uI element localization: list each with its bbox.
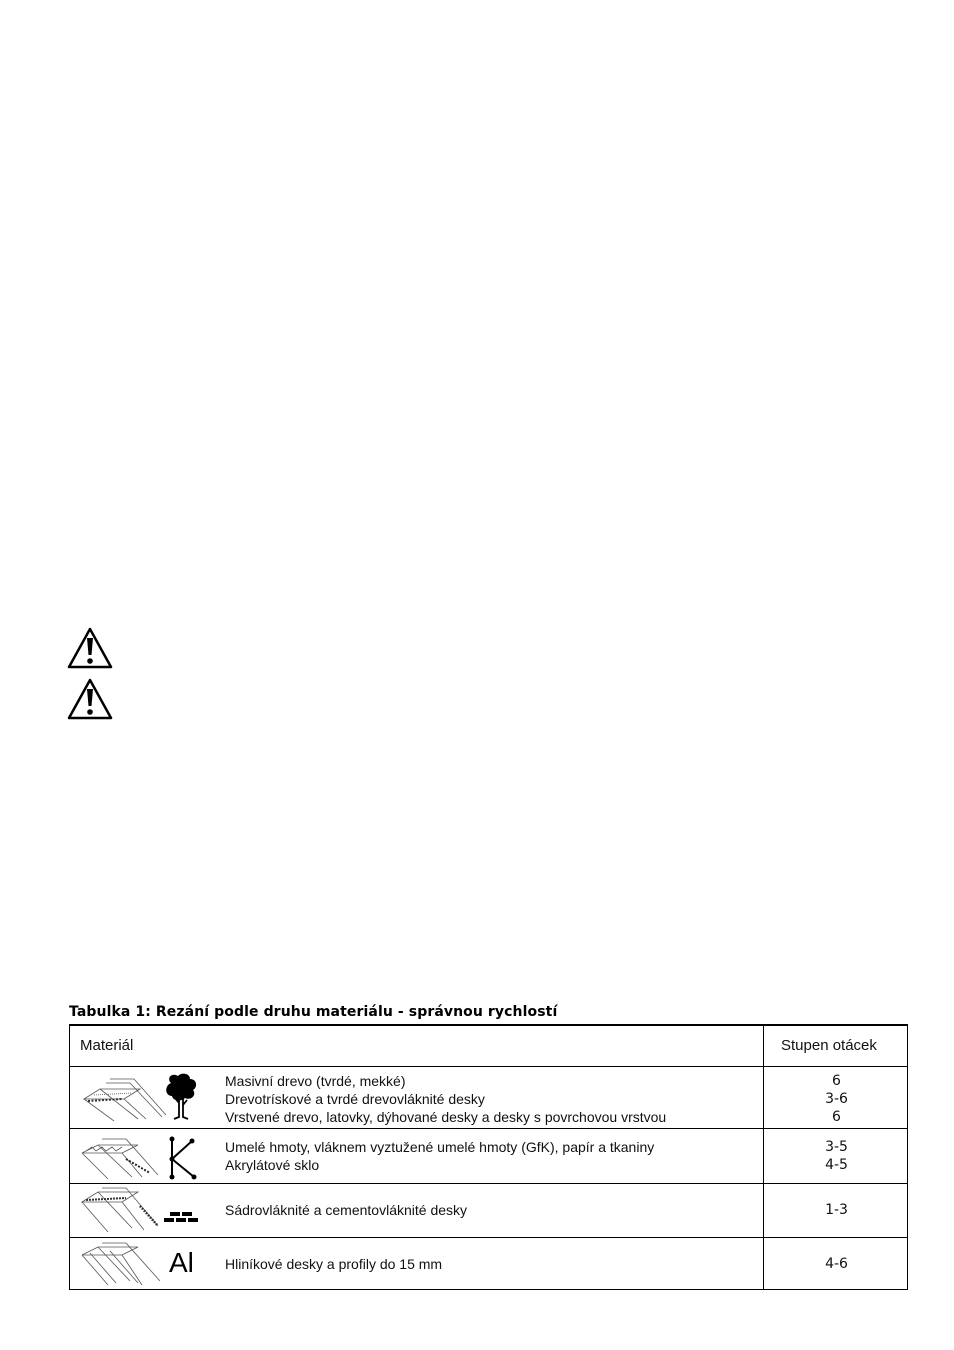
speed-value: 3-6 (825, 1091, 848, 1107)
plastic-k-icon (80, 1133, 205, 1181)
wood-tree-icon (80, 1073, 205, 1121)
material-line: Sádrovláknité a cementovláknité desky (225, 1202, 468, 1218)
table-header-row (70, 1026, 907, 1066)
warning-triangle-icon (66, 626, 114, 670)
table-row (70, 1183, 907, 1237)
header-speed: Stupen otácek (781, 1037, 877, 1054)
speed-value: 6 (832, 1073, 841, 1089)
material-line: Hliníkové desky a profily do 15 mm (225, 1256, 443, 1272)
material-line: Drevotrískové a tvrdé drevovláknité desky (225, 1091, 485, 1107)
material-line: Vrstvené drevo, latovky, dýhované desky a desky s povrchovou vrstvou (225, 1109, 667, 1125)
brick-icon (80, 1186, 205, 1234)
speed-value: 4-5 (825, 1157, 848, 1173)
material-line: Umelé hmoty, vláknem vyztužené umelé hmoty (GfK), papír a tkaniny (225, 1139, 655, 1155)
header-material: Materiál (80, 1037, 134, 1054)
material-line: Masivní drevo (tvrdé, mekké) (225, 1073, 406, 1089)
warning-triangle-icon (66, 677, 114, 721)
speed-value: 6 (832, 1109, 841, 1125)
aluminium-label: Al (169, 1247, 194, 1278)
speed-value: 1-3 (825, 1202, 848, 1218)
table-row (70, 1128, 907, 1183)
table-row (70, 1066, 907, 1128)
table-row (70, 1237, 907, 1290)
material-line: Akrylátové sklo (225, 1157, 320, 1173)
material-speed-table (69, 1024, 908, 1290)
speed-value: 4-6 (825, 1256, 848, 1272)
speed-value: 3-5 (825, 1139, 848, 1155)
table-title: Tabulka 1: Rezání podle druhu materiálu - správnou rychlostí (69, 1004, 558, 1020)
